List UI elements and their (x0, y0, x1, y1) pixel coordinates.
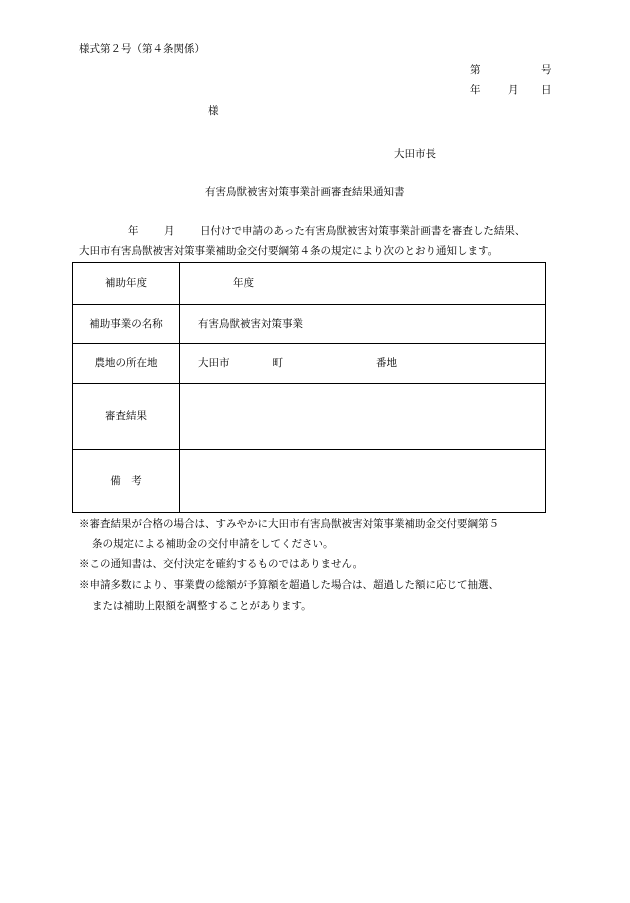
row-value-remarks (180, 450, 546, 513)
table-row (73, 384, 546, 450)
table-row (73, 305, 546, 344)
note-3-line-1: ※申請多数により、事業費の総額が予算額を超過した場合は、超過した額に応じて抽選、 (79, 579, 499, 591)
recipient-honorific: 様 (208, 105, 219, 117)
note-3-line-2: または補助上限額を調整することがあります。 (92, 600, 312, 612)
row-label-remarks: 備 考 (73, 450, 180, 513)
note-1-line-2: 条の規定による補助金の交付申請をしてください。 (92, 538, 334, 550)
location-city: 大田市 (198, 357, 230, 370)
date-year: 年 (470, 84, 481, 96)
table-row (73, 450, 546, 513)
table-row (73, 344, 546, 384)
row-value-farmland-location (180, 344, 546, 384)
row-label-review-result: 審査結果 (73, 384, 180, 450)
issuer-name: 大田市長 (394, 148, 436, 160)
row-label-fiscal-year: 補助年度 (73, 263, 180, 305)
row-value-fiscal-year: 年度 (180, 263, 546, 305)
document-number-prefix: 第 (470, 64, 481, 76)
document-title: 有害鳥獣被害対策事業計画審査結果通知書 (205, 186, 405, 198)
date-day: 日 (541, 84, 552, 96)
intro-year: 年 (128, 225, 139, 237)
intro-month: 月 (164, 225, 175, 237)
note-2: ※この通知書は、交付決定を確約するものではありません。 (79, 558, 364, 570)
table-row (73, 263, 546, 305)
form-number: 様式第２号（第４条関係） (79, 43, 205, 55)
row-label-project-name: 補助事業の名称 (73, 305, 180, 344)
location-town: 町 (272, 357, 283, 370)
location-lot-number: 番地 (376, 357, 397, 370)
intro-line-2: 大田市有害鳥獣被害対策事業補助金交付要綱第４条の規定により次のとおり通知します。 (79, 245, 499, 257)
row-label-farmland-location: 農地の所在地 (73, 344, 180, 384)
date-month: 月 (508, 84, 519, 96)
document-number-suffix: 号 (541, 64, 552, 76)
intro-text: 日付けで申請のあった有害鳥獣被害対策事業計画書を審査した結果、 (200, 225, 526, 237)
note-1-line-1: ※審査結果が合格の場合は、すみやかに大田市有害鳥獣被害対策事業補助金交付要綱第５ (79, 518, 499, 530)
info-table (72, 262, 546, 513)
row-value-project-name: 有害鳥獣被害対策事業 (180, 305, 546, 344)
row-value-review-result (180, 384, 546, 450)
